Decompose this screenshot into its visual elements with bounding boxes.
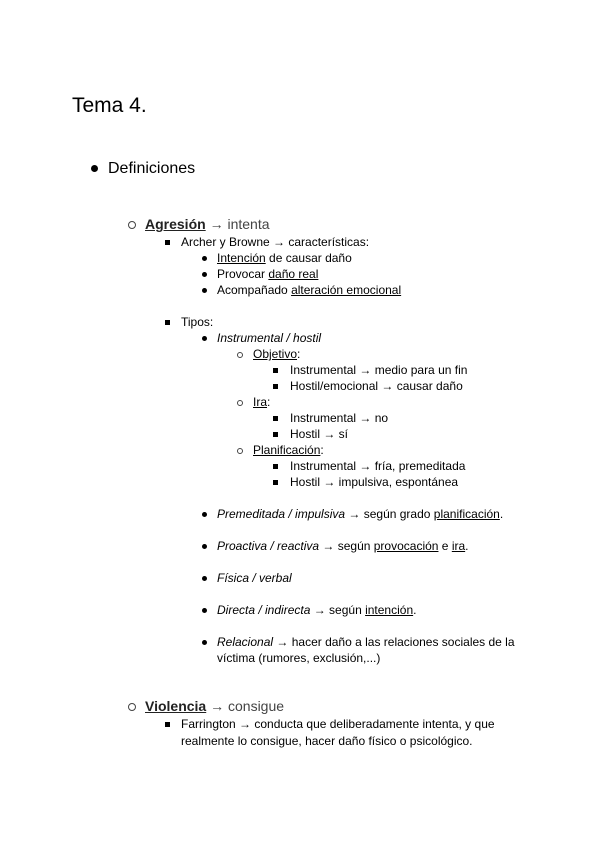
plain-text: . — [465, 539, 469, 553]
violencia-term: Violencia — [145, 698, 207, 714]
criterio-planificacion — [253, 443, 324, 458]
tipo-relacional-line2: víctima (rumores, exclusión,...) — [217, 651, 381, 665]
plain-text: de causar daño — [265, 251, 352, 265]
bullet-dot-icon — [202, 336, 207, 341]
plain-text: Acompañado — [217, 283, 292, 297]
plan-instrumental: Instrumental → fría, premeditada — [290, 459, 466, 473]
bullet-square-icon — [273, 464, 278, 469]
tipo-fisica: Física / verbal — [217, 571, 292, 585]
term-agresion — [145, 216, 270, 233]
bullet-dot-icon — [202, 256, 207, 261]
objetivo-hostil: Hostil/emocional → causar daño — [290, 379, 463, 393]
ira-hostil: Hostil → sí — [290, 427, 349, 441]
italic-text: Directa / indirecta — [217, 603, 311, 617]
bullet-circle-icon — [237, 400, 243, 406]
plain-text: : — [320, 443, 324, 457]
underlined-text: alteración emocional — [291, 283, 402, 297]
bullet-dot-icon — [202, 272, 207, 277]
italic-text: Relacional — [217, 635, 274, 649]
underlined-text: intención — [365, 603, 414, 617]
ira-instrumental: Instrumental → no — [290, 411, 389, 425]
tipo-premeditada — [217, 507, 503, 522]
bullet-square-icon — [165, 722, 170, 727]
bullet-circle-icon — [237, 352, 243, 358]
plain-text: e — [438, 539, 452, 553]
plain-text: → según — [319, 539, 374, 553]
underlined-text: Ira — [253, 395, 268, 409]
bullet-dot-icon — [202, 544, 207, 549]
objetivo-instrumental: Instrumental → medio para un fin — [290, 363, 468, 377]
bullet-square-icon — [273, 384, 278, 389]
agresion-term: Agresión — [145, 216, 206, 232]
underlined-text: ira — [451, 539, 466, 553]
char-provocar — [217, 267, 318, 282]
bullet-square-icon — [273, 480, 278, 485]
italic-text: Proactiva / reactiva — [217, 539, 320, 553]
tipo-proactiva — [217, 539, 469, 554]
underlined-text: Objetivo — [253, 347, 298, 361]
bullet-dot-icon — [91, 165, 98, 172]
agresion-rest: → intenta — [205, 216, 270, 232]
term-violencia — [145, 698, 284, 715]
bullet-square-icon — [165, 240, 170, 245]
page-title: Tema 4. — [72, 94, 147, 117]
farrington-line2: realmente lo consigue, hacer daño físico o psicológico. — [181, 734, 473, 748]
bullet-dot-icon — [202, 640, 207, 645]
char-intencion — [217, 251, 352, 266]
plain-text: Provocar — [217, 267, 269, 281]
underlined-text: planificación — [433, 507, 500, 521]
bullet-circle-icon — [128, 703, 136, 711]
bullet-square-icon — [273, 432, 278, 437]
section-definiciones: Definiciones — [108, 160, 196, 177]
bullet-dot-icon — [202, 512, 207, 517]
archer-browne: Archer y Browne → características: — [181, 235, 370, 249]
underlined-text: Intención — [217, 251, 266, 265]
underlined-text: Planificación — [253, 443, 321, 457]
underlined-text: daño real — [268, 267, 319, 281]
italic-text: Premeditada / impulsiva — [217, 507, 346, 521]
plan-hostil: Hostil → impulsiva, espontánea — [290, 475, 459, 489]
plain-text: . — [499, 507, 504, 521]
tipo-instrumental-hostil: Instrumental / hostil — [217, 331, 322, 345]
plain-text: : — [297, 347, 301, 361]
plain-text: : — [267, 395, 271, 409]
char-acompanado — [217, 283, 401, 298]
bullet-dot-icon — [202, 288, 207, 293]
bullet-dot-icon — [202, 576, 207, 581]
bullet-circle-icon — [237, 448, 243, 454]
tipos-label: Tipos: — [181, 315, 214, 329]
bullet-square-icon — [165, 320, 170, 325]
plain-text: → hacer daño a las relaciones sociales de la — [273, 635, 515, 649]
bullet-circle-icon — [128, 221, 136, 229]
criterio-objetivo — [253, 347, 300, 362]
plain-text: → según grado — [345, 507, 434, 521]
violencia-rest: → consigue — [206, 698, 285, 714]
underlined-text: provocación — [373, 539, 439, 553]
criterio-ira — [253, 395, 270, 410]
plain-text: → según — [310, 603, 366, 617]
tipo-directa — [217, 603, 416, 618]
tipo-relacional — [217, 635, 515, 650]
bullet-square-icon — [273, 368, 278, 373]
farrington-line1: Farrington → conducta que deliberadamente intenta, y que — [181, 717, 495, 731]
bullet-dot-icon — [202, 608, 207, 613]
plain-text: . — [413, 603, 417, 617]
bullet-square-icon — [273, 416, 278, 421]
